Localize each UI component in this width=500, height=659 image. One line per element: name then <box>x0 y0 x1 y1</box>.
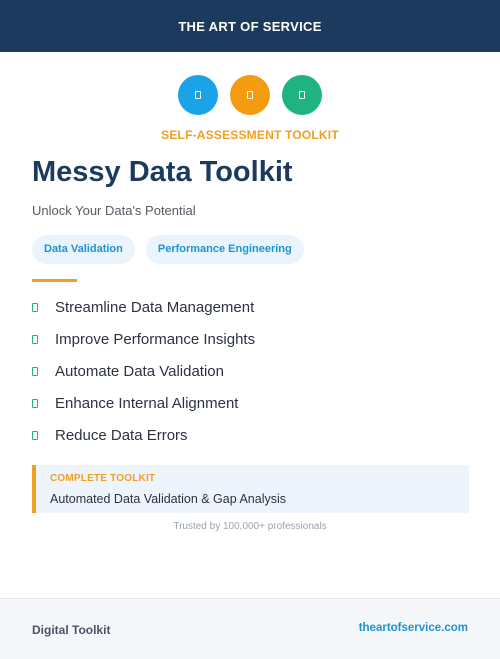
list-item <box>32 393 255 413</box>
header-bar <box>0 0 500 52</box>
toolkit-kicker: SELF-ASSESSMENT TOOLKIT <box>161 128 339 142</box>
tag-list <box>32 235 304 264</box>
benefit-label: Streamline Data Management <box>55 298 255 316</box>
callout-text: Automated Data Validation & Gap Analysis <box>50 492 287 506</box>
tag-performance-engineering: Performance Engineering <box>146 235 304 264</box>
check-icon <box>32 399 38 408</box>
list-item <box>32 329 255 349</box>
benefit-list <box>32 297 255 457</box>
document-icon <box>282 75 322 115</box>
check-icon <box>32 335 38 344</box>
check-icon <box>32 431 38 440</box>
benefit-label: Improve Performance Insights <box>55 330 256 348</box>
tag-data-validation: Data Validation <box>32 235 135 264</box>
list-item <box>32 297 255 317</box>
page-subtitle: Unlock Your Data's Potential <box>32 203 196 218</box>
check-icon <box>32 367 38 376</box>
benefit-label: Reduce Data Errors <box>55 426 188 444</box>
brand-name: THE ART OF SERVICE <box>178 18 322 34</box>
check-icon <box>32 303 38 312</box>
callout-label: COMPLETE TOOLKIT <box>50 473 156 484</box>
icon-row <box>0 75 500 115</box>
trust-statement: Trusted by 100,000+ professionals <box>173 521 327 532</box>
accent-divider <box>32 279 77 282</box>
benefit-label: Enhance Internal Alignment <box>55 394 239 412</box>
document-icon <box>230 75 270 115</box>
page-title: Messy Data Toolkit <box>32 156 293 188</box>
document-icon <box>178 75 218 115</box>
footer-bar <box>0 598 500 659</box>
list-item <box>32 425 255 445</box>
website-link[interactable]: theartofservice.com <box>358 622 468 634</box>
complete-toolkit-callout <box>32 465 469 513</box>
list-item <box>32 361 255 381</box>
footer-label: Digital Toolkit <box>32 623 111 637</box>
benefit-label: Automate Data Validation <box>55 362 224 380</box>
